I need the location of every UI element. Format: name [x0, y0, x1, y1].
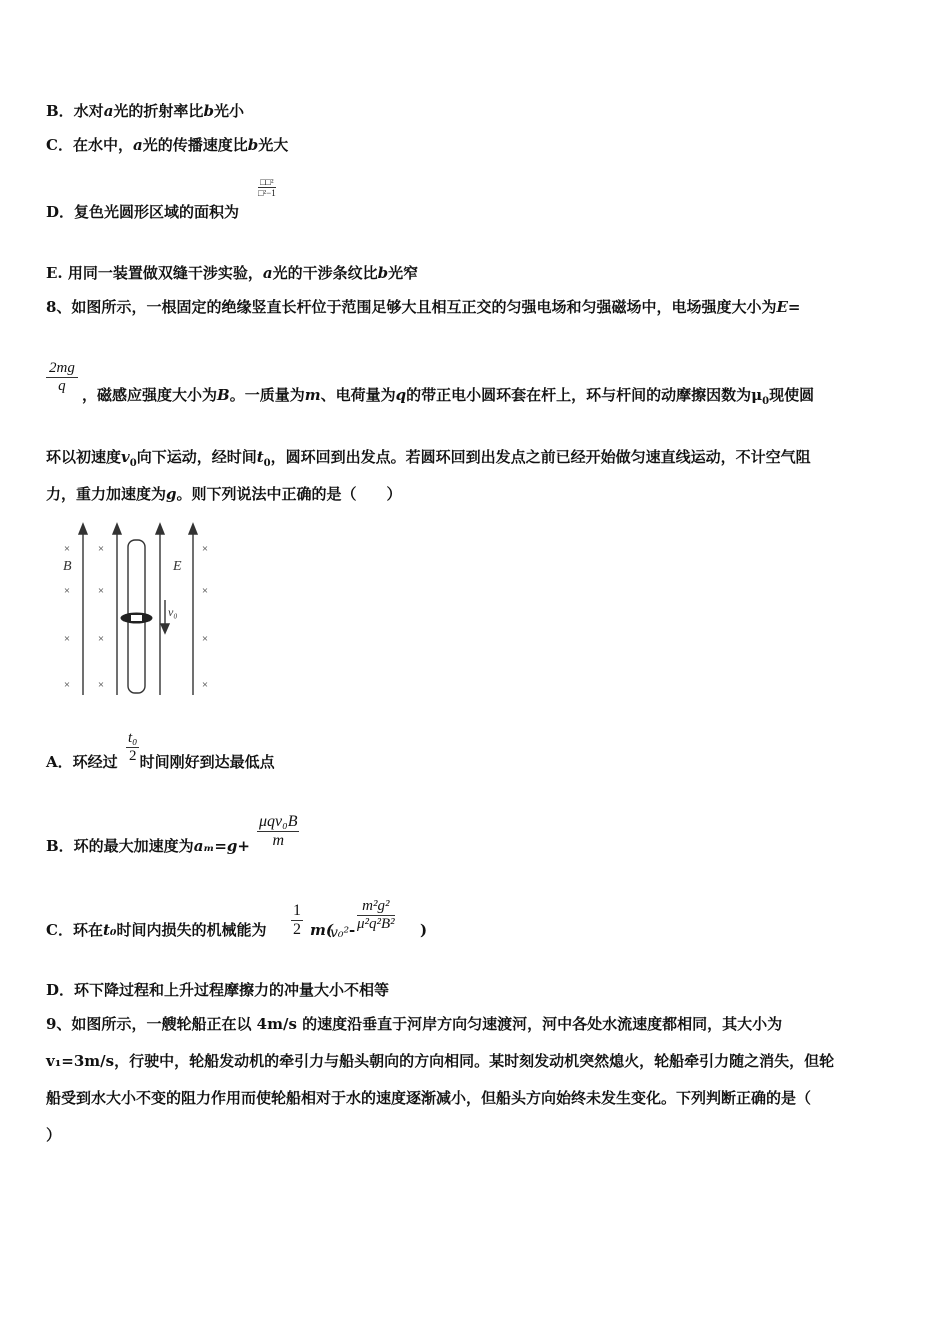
b-field-label: B	[63, 559, 72, 574]
q8-option-c-close: )	[420, 921, 428, 939]
q9-stem-line2: v₁=3m/s，行驶中，轮船发动机的牵引力与船头朝向的方向相同。某时刻发动机突然熄火，轮船牵引力随之消失，但轮	[46, 1052, 835, 1070]
q7-option-b: B．水对a光的折射率比b光小	[46, 102, 244, 120]
q8-option-c-half: $\frac{1}{2}$	[293, 902, 301, 938]
cross-7: ×	[97, 633, 105, 645]
q8-option-c-minus: -	[349, 921, 356, 939]
cross-1: ×	[63, 543, 71, 555]
q9-stem-line3: 船受到水大小不变的阻力作用而使轮船相对于水的速度逐渐减小，但船头方向始终未发生变化。下列判断正确的是（	[46, 1089, 812, 1107]
q8-stem-line3: 环以初速度$v_0$向下运动，经时间$t_0$，圆环回到出发点。若圆环回到出发点之前已经开始做匀速直线运动，不计空气阻	[46, 448, 811, 469]
q7-option-d: D．复色光圆形区域的面积为	[46, 203, 240, 221]
q8-option-b: B．环的最大加速度为aₘ=g+	[46, 837, 250, 855]
cross-11: ×	[201, 633, 209, 645]
q8-stem-line1: 8、如图所示，一根固定的绝缘竖直长杆位于范围足够大且相互正交的匀强电场和匀强磁场中，电场强度大小为E=	[46, 298, 801, 316]
q8-field-figure	[55, 520, 225, 700]
q9-stem-line1: 9、如图所示，一艘轮船正在以 4m/s 的速度沿垂直于河岸方向匀速渡河，河中各处水流速度都相同，其大小为	[46, 1015, 783, 1033]
cross-4: ×	[63, 679, 71, 691]
v0-label: v₀	[168, 605, 178, 619]
q8-option-b-fraction: μqv₀B m	[259, 813, 298, 849]
q8-option-a-fraction: $\frac{\text{t₀}}{2}$	[128, 730, 138, 764]
q8-option-d: D．环下降过程和上升过程摩擦力的冲量大小不相等	[46, 981, 390, 999]
q8-stem-line4: 力，重力加速度为g。则下列说法中正确的是（ ）	[46, 485, 402, 503]
q7-option-c: C．在水中，a光的传播速度比b光大	[46, 136, 289, 154]
q8-e-fraction: $\frac{2mg}{q}$	[46, 360, 78, 395]
field-arrow-2	[113, 524, 121, 534]
q8-option-c-fraction: $\frac{\text{m²g²}}{\text{μ²q²B²}}$	[357, 898, 395, 932]
q8-option-c: C．环在t₀时间内损失的机械能为	[46, 921, 267, 939]
velocity-arrow-head	[161, 624, 169, 633]
cross-12: ×	[201, 679, 209, 691]
ring-hole	[131, 615, 142, 621]
q8-option-c-v0sq: v₀²	[330, 925, 350, 941]
q8-option-c-mass: m(	[310, 921, 333, 939]
q9-stem-line4: ）	[46, 1126, 62, 1144]
cross-10: ×	[201, 585, 209, 597]
cross-5: ×	[97, 543, 105, 555]
field-arrow-3	[156, 524, 164, 534]
q7-option-d-fraction: □□² □²−1	[258, 177, 276, 198]
q7-option-e: E. 用同一装置做双缝干涉实验，a光的干涉条纹比b光窄	[46, 264, 419, 282]
cross-2: ×	[63, 585, 71, 597]
cross-8: ×	[97, 679, 105, 691]
q8-option-a: A．环经过 时间刚好到达最低点	[46, 753, 275, 771]
e-field-label: E	[173, 559, 182, 574]
cross-6: ×	[97, 585, 105, 597]
q8-stem-line2: ，磁感应强度大小为B。一质量为m、电荷量为q的带正电小圆环套在杆上，环与杆间的动摩擦因数为$\mu_0$现使圆	[82, 386, 815, 407]
field-arrow-1	[79, 524, 87, 534]
field-arrow-4	[189, 524, 197, 534]
cross-3: ×	[63, 633, 71, 645]
cross-9: ×	[201, 543, 209, 555]
